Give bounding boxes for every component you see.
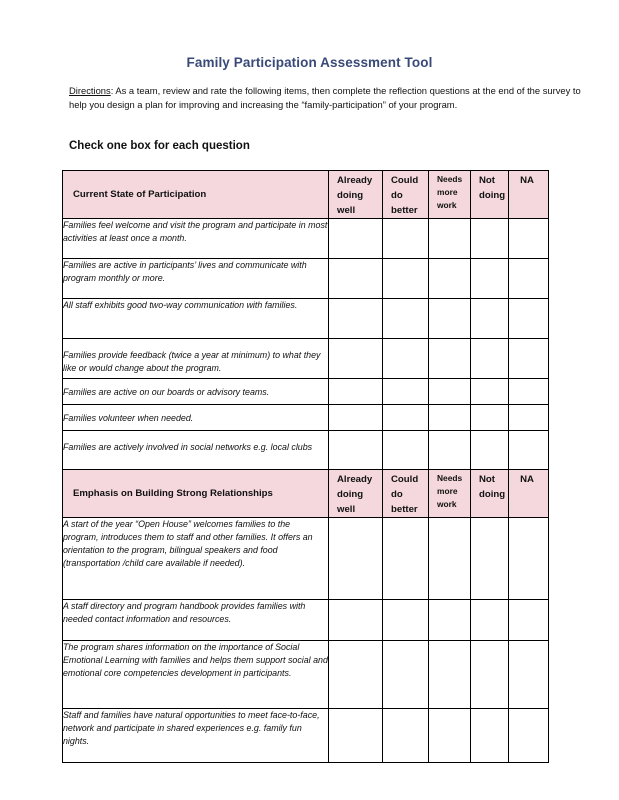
rating-checkbox-not-doing[interactable] (471, 379, 509, 405)
assessment-item: Families provide feedback (twice a year at minimum) to what they like or would change about the program. (63, 339, 329, 379)
rating-checkbox-not-doing[interactable] (471, 219, 509, 259)
table-row (63, 219, 549, 259)
assessment-item: The program shares information on the importance of Social Emotional Learning with families and helps them support social and emotional core competencies development in participants. (63, 641, 329, 709)
page-title: Family Participation Assessment Tool (186, 55, 433, 70)
rating-checkbox-not-doing[interactable] (471, 405, 509, 431)
directions-label: Directions (69, 85, 111, 96)
rating-checkbox-na[interactable] (509, 709, 549, 763)
rating-checkbox-could-do-better[interactable] (383, 339, 429, 379)
table-row (63, 339, 549, 379)
rating-checkbox-could-do-better[interactable] (383, 431, 429, 470)
rating-checkbox-not-doing[interactable] (471, 339, 509, 379)
rating-checkbox-already-doing-well[interactable] (329, 259, 383, 299)
rating-checkbox-na[interactable] (509, 339, 549, 379)
column-header-not-doing: Not doing (471, 470, 509, 518)
rating-checkbox-not-doing[interactable] (471, 259, 509, 299)
rating-checkbox-already-doing-well[interactable] (329, 405, 383, 431)
rating-checkbox-needs-more-work[interactable] (429, 219, 471, 259)
rating-checkbox-already-doing-well[interactable] (329, 600, 383, 641)
rating-checkbox-could-do-better[interactable] (383, 709, 429, 763)
column-header-needs-more-work: Needs more work (429, 470, 471, 518)
rating-checkbox-na[interactable] (509, 405, 549, 431)
table-row (63, 259, 549, 299)
rating-checkbox-needs-more-work[interactable] (429, 518, 471, 600)
rating-checkbox-not-doing[interactable] (471, 600, 509, 641)
rating-checkbox-already-doing-well[interactable] (329, 709, 383, 763)
rating-checkbox-could-do-better[interactable] (383, 518, 429, 600)
section-header-row (63, 171, 549, 219)
assessment-table (62, 170, 549, 763)
directions-text: : As a team, review and rate the following items, then complete the reflection questions at the end of the survey to help you design a plan for improving and increasing the “family-participation” of your program. (69, 85, 581, 110)
assessment-item: Families are active on our boards or advisory teams. (63, 379, 329, 405)
column-header-could-do-better: Could do better (383, 470, 429, 518)
section-heading: Current State of Participation (63, 171, 329, 219)
column-header-na: NA (509, 171, 549, 219)
rating-checkbox-na[interactable] (509, 299, 549, 339)
section-header-row (63, 470, 549, 518)
rating-checkbox-already-doing-well[interactable] (329, 379, 383, 405)
rating-checkbox-already-doing-well[interactable] (329, 641, 383, 709)
table-row (63, 431, 549, 470)
table-row (63, 600, 549, 641)
assessment-item: Families volunteer when needed. (63, 405, 329, 431)
assessment-item: A start of the year “Open House” welcomes families to the program, introduces them to staff and other families. It offers an orientation to the program, bilingual speakers and food (transportation /child care available if needed). (63, 518, 329, 600)
rating-checkbox-needs-more-work[interactable] (429, 709, 471, 763)
rating-checkbox-needs-more-work[interactable] (429, 379, 471, 405)
rating-checkbox-na[interactable] (509, 219, 549, 259)
rating-checkbox-needs-more-work[interactable] (429, 641, 471, 709)
assessment-item: All staff exhibits good two-way communication with families. (63, 299, 329, 339)
assessment-item: Families feel welcome and visit the program and participate in most activities at least once a month. (63, 219, 329, 259)
rating-checkbox-na[interactable] (509, 431, 549, 470)
rating-checkbox-na[interactable] (509, 259, 549, 299)
rating-checkbox-not-doing[interactable] (471, 709, 509, 763)
rating-checkbox-already-doing-well[interactable] (329, 518, 383, 600)
rating-checkbox-needs-more-work[interactable] (429, 405, 471, 431)
rating-checkbox-needs-more-work[interactable] (429, 600, 471, 641)
rating-checkbox-could-do-better[interactable] (383, 405, 429, 431)
column-header-could-do-better: Could do better (383, 171, 429, 219)
column-header-na: NA (509, 470, 549, 518)
table-row (63, 709, 549, 763)
rating-checkbox-could-do-better[interactable] (383, 259, 429, 299)
rating-checkbox-not-doing[interactable] (471, 431, 509, 470)
assessment-item: A staff directory and program handbook provides families with needed contact information and resources. (63, 600, 329, 641)
rating-checkbox-could-do-better[interactable] (383, 379, 429, 405)
rating-checkbox-not-doing[interactable] (471, 518, 509, 600)
column-header-not-doing: Not doing (471, 171, 509, 219)
rating-checkbox-needs-more-work[interactable] (429, 431, 471, 470)
rating-checkbox-na[interactable] (509, 600, 549, 641)
rating-checkbox-na[interactable] (509, 518, 549, 600)
rating-checkbox-could-do-better[interactable] (383, 600, 429, 641)
table-row (63, 299, 549, 339)
rating-checkbox-could-do-better[interactable] (383, 219, 429, 259)
table-row (63, 379, 549, 405)
instruction-heading: Check one box for each question (69, 140, 250, 152)
column-header-needs-more-work: Needs more work (429, 171, 471, 219)
assessment-item: Families are active in participants’ lives and communicate with program monthly or more. (63, 259, 329, 299)
section-heading: Emphasis on Building Strong Relationships (63, 470, 329, 518)
rating-checkbox-already-doing-well[interactable] (329, 219, 383, 259)
column-header-already-doing-well: Already doing well (329, 470, 383, 518)
rating-checkbox-needs-more-work[interactable] (429, 259, 471, 299)
column-header-already-doing-well: Already doing well (329, 171, 383, 219)
rating-checkbox-na[interactable] (509, 379, 549, 405)
rating-checkbox-needs-more-work[interactable] (429, 299, 471, 339)
assessment-item: Staff and families have natural opportunities to meet face-to-face, network and participate in shared experiences e.g. family fun nights. (63, 709, 329, 763)
assessment-item: Families are actively involved in social networks e.g. local clubs (63, 431, 329, 470)
table-row (63, 518, 549, 600)
rating-checkbox-already-doing-well[interactable] (329, 431, 383, 470)
rating-checkbox-needs-more-work[interactable] (429, 339, 471, 379)
table-row (63, 641, 549, 709)
rating-checkbox-already-doing-well[interactable] (329, 339, 383, 379)
rating-checkbox-already-doing-well[interactable] (329, 299, 383, 339)
rating-checkbox-na[interactable] (509, 641, 549, 709)
rating-checkbox-not-doing[interactable] (471, 299, 509, 339)
directions-paragraph (69, 84, 584, 111)
rating-checkbox-not-doing[interactable] (471, 641, 509, 709)
rating-checkbox-could-do-better[interactable] (383, 299, 429, 339)
rating-checkbox-could-do-better[interactable] (383, 641, 429, 709)
table-row (63, 405, 549, 431)
